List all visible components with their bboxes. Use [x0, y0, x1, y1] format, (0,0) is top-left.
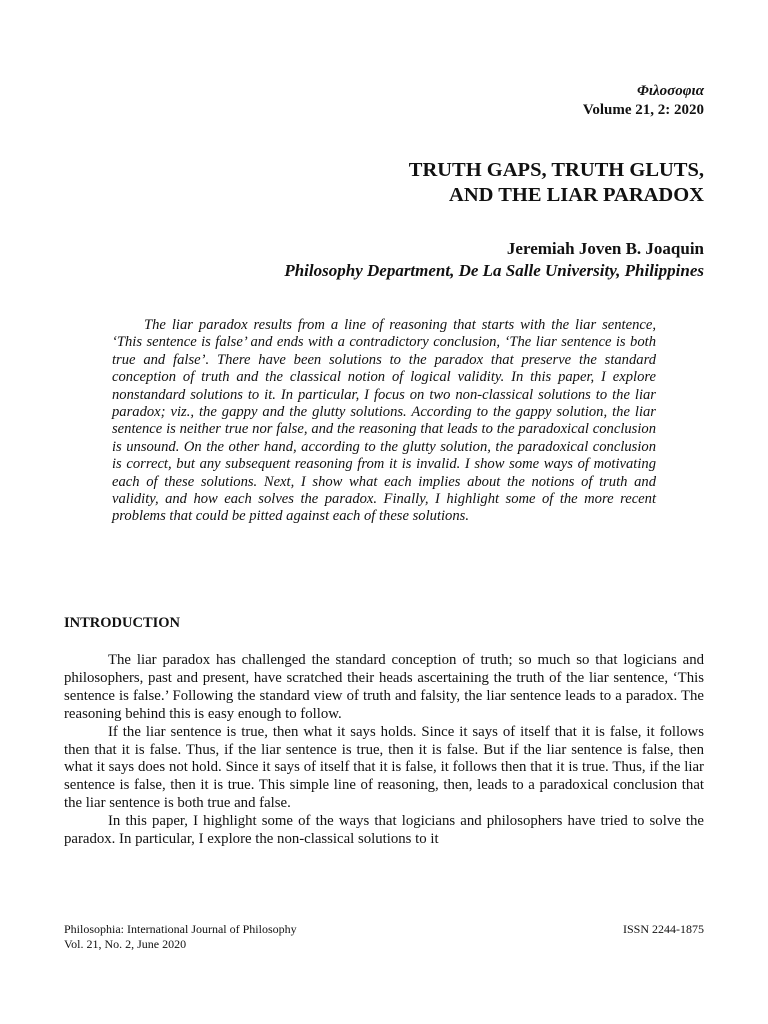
page-footer — [64, 922, 704, 952]
abstract — [112, 317, 656, 526]
journal-name: Φιλοσοφια — [637, 83, 704, 99]
journal-header — [583, 82, 704, 120]
abstract-text: The liar paradox results from a line of reasoning that starts with the liar sentence, ‘This sentence is false’ and ends with a contradictory conclusion, ‘The liar sentence is both true and false’. There have been solutions to the paradox that preserve the standard conception of truth and the classical notion of logical validity. In this paper, I explore nonstandard solutions to it. In particular, I focus on two non-classical solutions to the liar paradox; viz., the gappy and the glutty solutions. According to the gappy solution, the liar sentence is neither true nor false, and the reasoning that leads to the paradoxical conclusion is unsound. On the other hand, according to the glutty solution, the paradoxical conclusion is correct, but any subsequent reasoning from it is invalid. I show some ways of motivating each of these solutions. Next, I show what each implies about the notions of truth and validity, and how each solves the paradox. Finally, I highlight some of the more recent problems that could be pitted against each of these solutions. — [112, 317, 656, 525]
author-name: Jeremiah Joven B. Joaquin — [506, 239, 704, 258]
author-block — [284, 238, 704, 282]
author-affiliation: Philosophy Department, De La Salle University, Philippines — [284, 261, 704, 280]
body-paragraph: In this paper, I highlight some of the ways that logicians and philosophers have tried to solve the paradox. In particular, I explore the non-classical solutions to it — [64, 813, 704, 848]
journal-volume: Volume 21, 2: 2020 — [582, 102, 704, 118]
body-paragraph: The liar paradox has challenged the standard conception of truth; so much so that logicians and philosophers, past and present, have scratched their heads ascertaining the truth of the liar sentence, ‘This sentence is false.’ Following the standard view of truth and falsity, the liar sentence leads to a paradox. The reasoning behind this is easy enough to follow. — [64, 652, 704, 722]
paper-title-line-2: AND THE LIAR PARADOX — [449, 184, 704, 206]
paper-title-line-1: TRUTH GAPS, TRUTH GLUTS, — [408, 159, 704, 181]
paper-title — [409, 158, 704, 208]
footer-journal-info — [64, 922, 297, 952]
body-paragraph: If the liar sentence is true, then what it says holds. Since it says of itself that it is false, it follows then that it is false. Thus, if the liar sentence is true, then it is false. But if the liar sentence is false, then what it says does not hold. Since it says of itself that it is false, it follows then that it is true. Thus, if the liar sentence is false, then it is true. This simple line of reasoning, then, leads to a paradoxical conclusion that the liar sentence is both true and false. — [64, 723, 704, 812]
footer-issue: Vol. 21, No. 2, June 2020 — [64, 937, 187, 951]
introduction-body — [64, 652, 704, 849]
footer-journal-name: Philosophia: International Journal of Philosophy — [64, 922, 297, 936]
footer-issn: ISSN 2244-1875 — [622, 922, 704, 936]
section-heading-introduction: INTRODUCTION — [64, 615, 181, 631]
